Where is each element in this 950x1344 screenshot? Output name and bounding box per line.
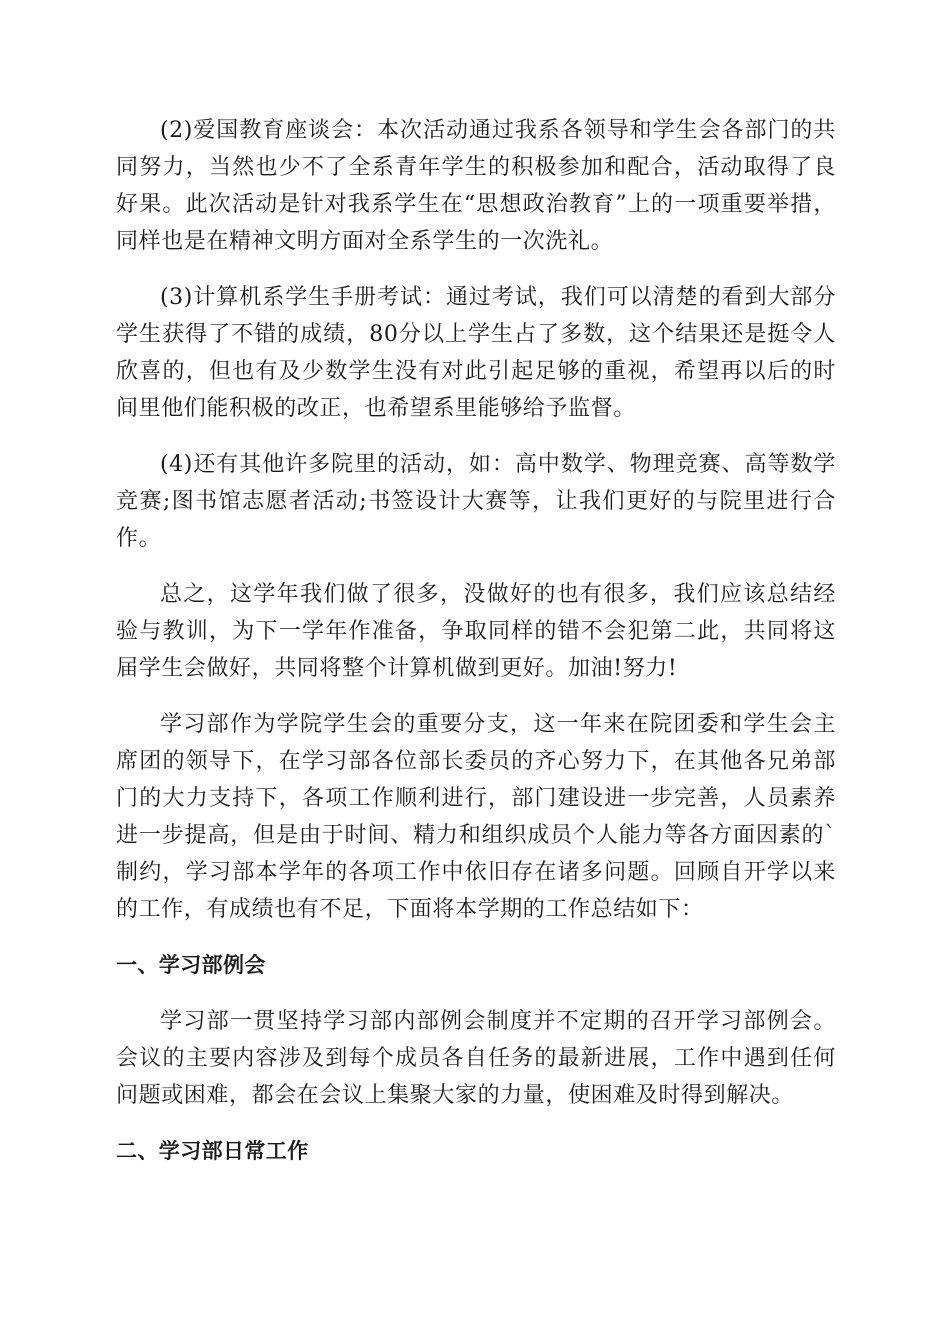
paragraph-handbook-exam: (3)计算机系学生手册考试：通过考试，我们可以清楚的看到大部分学生获得了不错的成绩，80分以上学生占了多数，这个结果还是挺令人欣喜的，但也有及少数学生没有对此引起足够的重视，希望再以后的时间里他们能积极的改正，也希望系里能够给予监督。 [116, 285, 836, 421]
paragraph-study-dept-intro: 学习部作为学院学生会的重要分支，这一年来在院团委和学生会主席团的领导下，在学习部各位部长委员的齐心努力下，在其他各兄弟部门的大力支持下，各项工作顺利进行，部门建设进一步完善，人员素养进一步提高，但是由于时间、精力和组织成员个人能力等各方面因素的`制约，学习部本学年的各项工作中依旧存在诸多问题。回顾自开学以来的工作，有成绩也有不足，下面将本学期的工作总结如下： [116, 712, 836, 922]
paragraph-other-activities: (4)还有其他许多院里的活动，如：高中数学、物理竞赛、高等数学竞赛;图书馆志愿者活动;书签设计大赛等，让我们更好的与院里进行合作。 [116, 452, 836, 551]
section-heading-regular-meeting: 一、学习部例会 [116, 953, 266, 977]
document-body [116, 112, 836, 1189]
paragraph-regular-meeting: 学习部一贯坚持学习部内部例会制度并不定期的召开学习部例会。会议的主要内容涉及到每个成员各自任务的最新进展，工作中遇到任何问题或困难，都会在会议上集聚大家的力量，使困难及时得到解决。 [116, 1009, 836, 1108]
paragraph-conclusion: 总之，这学年我们做了很多，没做好的也有很多，我们应该总结经验与教训，为下一学年作准备，争取同样的错不会犯第二此，共同将这届学生会做好，共同将整个计算机做到更好。加油!努力! [116, 582, 836, 681]
section-heading-daily-work: 二、学习部日常工作 [116, 1139, 309, 1163]
paragraph-patriotic-seminar: (2)爱国教育座谈会：本次活动通过我系各领导和学生会各部门的共同努力，当然也少不了全系青年学生的积极参加和配合，活动取得了良好果。此次活动是针对我系学生在“思想政治教育”上的一项重要举措，同样也是在精神文明方面对全系学生的一次洗礼。 [116, 118, 836, 254]
